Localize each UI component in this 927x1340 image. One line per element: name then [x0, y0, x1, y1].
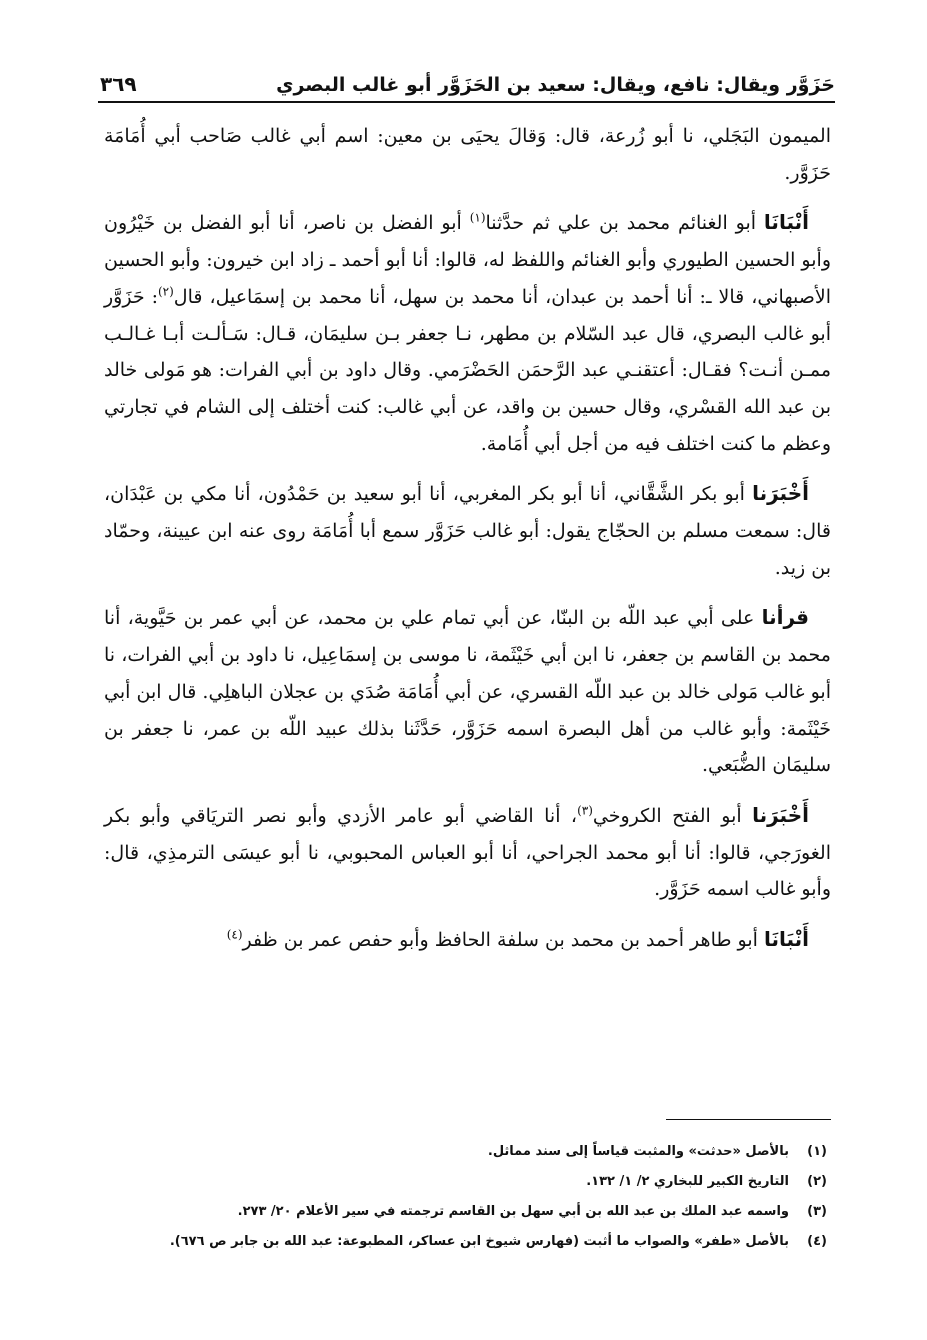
paragraph-text: على أبي عبد اللّه بن البنّا، عن أبي تمام علي بن محمد، عن أبي عمر بن حَيَّوية، أنا محمد بن القاسم بن جعفر، نا ابن أبي خَيْثَمة، نا موسى بن إسمَاعِيل، نا داود بن أبي الفرات، نا أبو غالب مَولى خالد بن عبد اللّه القسري، عن أبي أُمَامَة صُدَي بن عجلان الباهلِي. قال ابن أبي خَيْثَمة: وأبو غالب من أهل البصرة اسمه حَزَوَّر، حَدَّثَنا بذلك عبيد اللّه بن عمر، نا جعفر بن سليمَان الضُّبَعي. [104, 607, 831, 777]
paragraph-text: أبو الغنائم محمد بن علي ثم حدَّثنا [485, 212, 764, 235]
paragraph-lead-word: أَخْبَرَنا [752, 481, 809, 506]
footnote-text: التاريخ الكبير للبخاري ٢/ ١/ ١٣٢. [586, 1174, 789, 1189]
footnote [104, 1197, 827, 1227]
footnote-rule [666, 1119, 831, 1120]
paragraph-lead-word: قرأنا [761, 605, 809, 630]
footnote-ref-4: (٤) [226, 927, 243, 942]
footnotes [104, 1137, 827, 1257]
footnote-ref-3: (٣) [577, 803, 593, 818]
main-text [104, 118, 831, 972]
paragraph-3 [104, 475, 831, 586]
header-rule [98, 101, 835, 103]
paragraph-text: الميمون البَجَلي، نا أبو زُرعة، قال: وَقالَ يحيَى بن معين: اسم أبي غالب صَاحب أبي أُمَامَة حَزَوَّر. [104, 125, 831, 184]
paragraph-text: أبو طاهر أحمد بن محمد بن سلفة الحافظ وأبو حفص عمر بن ظفر [242, 929, 764, 952]
paragraph-text: أبو الفتح الكروخي [592, 804, 753, 827]
paragraph-lead-word: أَنْبَانَا [763, 927, 809, 952]
footnote-number: (٤) [807, 1234, 827, 1249]
paragraph-text: : حَزَوَّر أبو غالب البصري، قال عبد السّلام بن مطهر، نـا جعفر بـن سليمَان، قـال: سَـألـت أبـا غـالـب ممـن أنـت؟ فقـال: أعتقنـي عبد الرَّحمَن الحَضْرَمي. وقال داود بن أبي الفرات: هو مَولى خالد بن عبد الله القسْري، وقال حسين بن واقد، عن أبي غالب: كنت أختلف إلى الشام في تجارتي وعظم ما كنت اختلف فيه من أجل أبي أُمَامة. [104, 285, 831, 455]
paragraph-6 [104, 921, 831, 959]
paragraph-4 [104, 599, 831, 784]
footnote-ref-2: (٢) [157, 284, 174, 299]
footnote-text: بالأصل «طفر» والصواب ما أثبت (فهارس شيوخ ابن عساكر، المطبوعة: عبد الله بن جابر ص ٦٧٦). [169, 1234, 789, 1249]
footnote-number: (٢) [807, 1174, 827, 1189]
footnote-text: واسمه عبد الملك بن عبد الله بن أبي سهل بن القاسم ترجمته في سير الأعلام ٢٠/ ٢٧٣. [237, 1204, 789, 1219]
running-title: حَزَوَّر ويقال: نافع، ويقال: سعيد بن الحَزَوَّر أبو غالب البصري [276, 74, 835, 96]
footnote [104, 1167, 827, 1197]
paragraph-lead-word: أَنْبَانَا [763, 210, 809, 235]
footnote-text: بالأصل «حدثت» والمثبت قياساً إلى سند مماثل. [487, 1144, 789, 1159]
paragraph-5 [104, 797, 831, 908]
running-header [100, 56, 835, 96]
paragraph-text: أبو الفضل بن ناصر، أنا أبو الفضل بن خَيْرُون وأبو الحسين الطيوري وأبو الغنائم واللفظ له، قالوا: أنا أبو أحمد ـ زاد ابن خيرون: وأبو الحسين الأصبهاني، قالا ـ: أنا أحمد بن عبدان، أنا محمد بن سهل، أنا محمد بن إسمَاعيل، قال [104, 212, 831, 308]
page-number: ٣٦٩ [100, 72, 137, 96]
footnote-number: (١) [807, 1144, 827, 1159]
footnote-ref-1: (١) [469, 211, 486, 226]
paragraph-text: أبو بكر الشَّقَّاني، أنا أبو بكر المغربي، أنا أبو سعيد بن حَمْدُون، أنا مكي بن عَبْدَان، قال: سمعت مسلم بن الحجّاج يقول: أبو غالب حَزَوَّر سمع أبا أُمَامَة روى عنه ابن عيينة، وحمّاد بن زيد. [104, 483, 831, 579]
paragraph-lead-word: أَخْبَرَنا [752, 802, 809, 827]
footnote-number: (٣) [807, 1204, 827, 1219]
paragraph-text: ، أنا القاضي أبو عامر الأزدي وأبو نصر التريَاقي وأبو بكر الغورَجي، قالوا: أنا أبو محمد الجراحي، أنا أبو العباس المحبوبي، نا أبو عيسَى الترمذِي، قال: وأبو غالب اسمه حَزَوَّر. [104, 804, 831, 901]
footnote [104, 1137, 827, 1167]
paragraph-1 [104, 118, 831, 191]
paragraph-2 [104, 204, 831, 462]
footnote [104, 1227, 827, 1257]
